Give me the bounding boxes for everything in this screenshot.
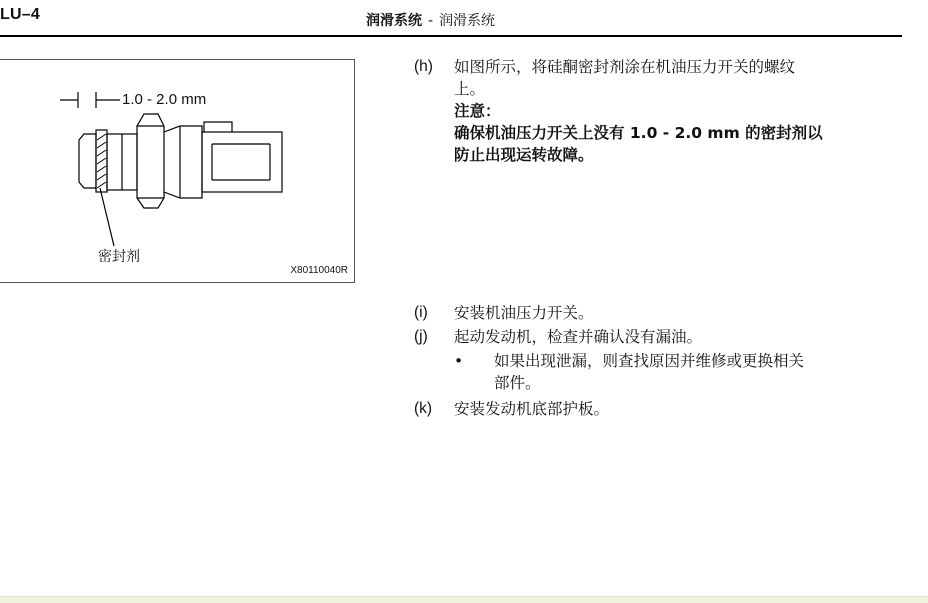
step-marker: (k) [414,400,433,417]
step-text: 起动发动机，检查并确认没有漏油。 [454,328,703,346]
step-text: 安装发动机底部护板。 [454,400,610,418]
step-marker: (i) [414,304,428,321]
bullet-text-line: 如果出现泄漏，则查找原因并维修或更换相关 [494,352,805,370]
header-section-normal: 润滑系统 [439,13,496,29]
bullet-body [494,350,894,394]
header-section-bold: 润滑系统 [366,13,422,29]
figure-code: X80110040R [290,265,348,276]
step-i [414,302,894,324]
step-text-line: 如图所示，将硅酮密封剂涂在机油压力开关的螺纹 [454,58,796,76]
step-marker: (j) [414,328,428,345]
step-k [414,398,894,420]
note-text-line: 防止出现运转故障。 [454,146,594,164]
figure-dimension-label: 1.0 - 2.0 mm [122,91,207,108]
bullet-symbol: • [454,352,464,370]
step-h [414,56,894,186]
header-rule [0,35,902,37]
step-j [414,326,894,348]
figure-sealant-label: 密封剂 [98,249,140,265]
header-title [366,10,495,30]
bullet-text-line: 部件。 [494,374,541,392]
step-text: 安装机油压力开关。 [454,304,594,322]
header-separator: - [428,13,434,29]
note-text-line: 确保机油压力开关上没有 1.0 - 2.0 mm 的密封剂以 [454,124,823,142]
figure-box [0,59,355,283]
note-heading: 注意： [454,102,501,120]
step-marker: (h) [414,58,433,75]
bullet-item [454,350,894,394]
page-id: LU–4 [0,6,40,23]
step-body [454,56,894,166]
step-text-line: 上。 [454,80,486,98]
